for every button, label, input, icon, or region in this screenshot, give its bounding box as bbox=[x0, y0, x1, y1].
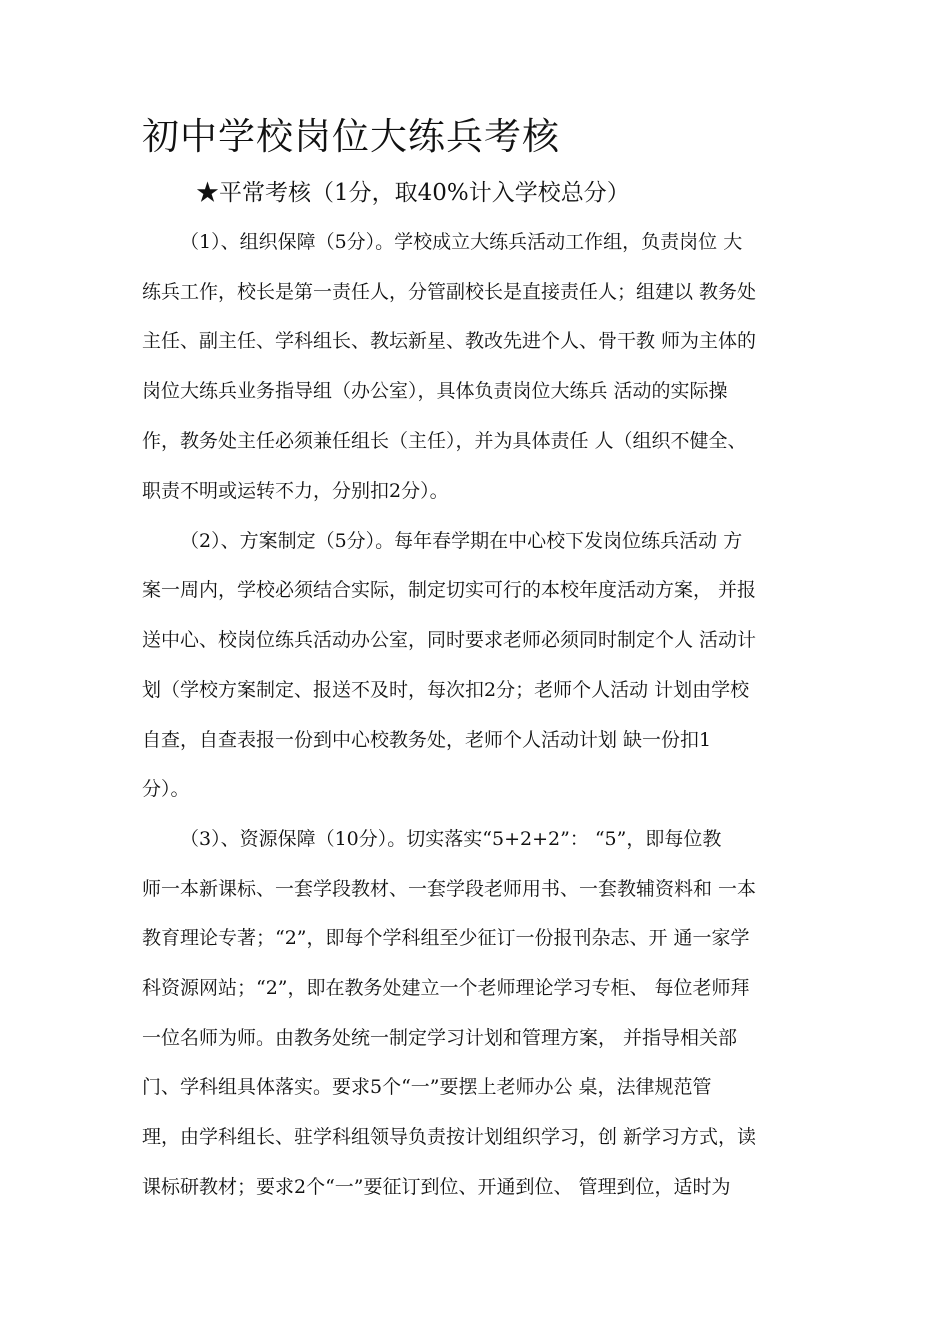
paragraph-1-line-3: 主任、副主任、学科组长、教坛新星、教改先进个人、骨干教 师为主体的 bbox=[142, 330, 757, 352]
paragraph-3-line-6: 门、学科组具体落实。要求5个“一”要摆上老师办公 桌，法律规范管 bbox=[142, 1076, 712, 1098]
document-title: 初中学校岗位大练兵考核 bbox=[142, 115, 560, 158]
paragraph-1-line-1: （1）、组织保障（5分）。学校成立大练兵活动工作组，负责岗位 大 bbox=[180, 231, 743, 253]
paragraph-2-line-6: 分）。 bbox=[142, 778, 190, 800]
paragraph-1-line-2: 练兵工作，校长是第一责任人，分管副校长是直接责任人；组建以 教务处 bbox=[142, 281, 757, 303]
paragraph-2-line-5: 自查，自查表报一份到中心校教务处，老师个人活动计划 缺一份扣1 bbox=[142, 729, 712, 751]
paragraph-2-line-4: 划（学校方案制定、报送不及时，每次扣2分；老师个人活动 计划由学校 bbox=[142, 679, 750, 701]
paragraph-1-line-5: 作，教务处主任必须兼任组长（主任），并为具体责任 人（组织不健全、 bbox=[142, 430, 747, 452]
paragraph-2-line-1: （2）、方案制定（5分）。每年春学期在中心校下发岗位练兵活动 方 bbox=[180, 530, 743, 552]
paragraph-3-line-4: 科资源网站；“2”，即在教务处建立一个老师理论学习专柜、 每位老师拜 bbox=[142, 977, 750, 999]
paragraph-1-line-6: 职责不明或运转不力，分别扣2分）。 bbox=[142, 480, 449, 502]
paragraph-3-line-8: 课标研教材；要求2个“一”要征订到位、开通到位、 管理到位，适时为 bbox=[142, 1176, 731, 1198]
paragraph-3-line-5: 一位名师为师。由教务处统一制定学习计划和管理方案， 并指导相关部 bbox=[142, 1027, 738, 1049]
paragraph-3-line-1: （3）、资源保障（10分）。切实落实“5+2+2”： “5”，即每位教 bbox=[180, 828, 722, 850]
paragraph-2-line-2: 案一周内，学校必须结合实际，制定切实可行的本校年度活动方案， 并报 bbox=[142, 579, 757, 601]
paragraph-3-line-7: 理，由学科组长、驻学科组领导负责按计划组织学习，创 新学习方式，读 bbox=[142, 1126, 757, 1148]
document-subtitle: ★平常考核（1分，取40%计入学校总分） bbox=[196, 180, 630, 206]
paragraph-3-line-2: 师一本新课标、一套学段教材、一套学段老师用书、一套教辅资料和 一本 bbox=[142, 878, 757, 900]
paragraph-3-line-3: 教育理论专著；“2”，即每个学科组至少征订一份报刊杂志、开 通一家学 bbox=[142, 927, 750, 949]
paragraph-2-line-3: 送中心、校岗位练兵活动办公室，同时要求老师必须同时制定个人 活动计 bbox=[142, 629, 757, 651]
paragraph-1-line-4: 岗位大练兵业务指导组（办公室），具体负责岗位大练兵 活动的实际操 bbox=[142, 380, 728, 402]
